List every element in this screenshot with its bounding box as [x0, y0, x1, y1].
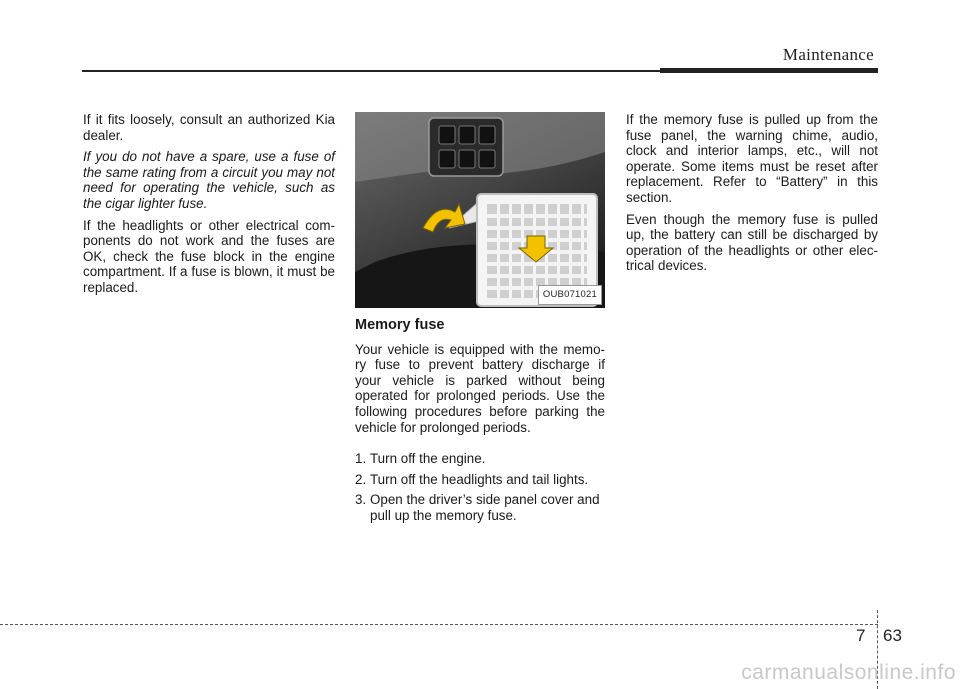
watermark-text: carmanualsonline.info — [741, 661, 956, 684]
column-middle — [355, 112, 605, 529]
section-title-memory-fuse: Memory fuse — [355, 317, 445, 333]
step-text: Turn off the headlights and tail lights. — [370, 471, 589, 487]
procedure-steps-list — [355, 451, 605, 523]
paragraph-engine-fuse-block: If the headlights or other electrical com-ponents do not work and the fuses are OK, check the fuse block in the engine compartment. If a fuse is blown, it must be replaced. — [83, 217, 335, 295]
paragraph-loose-fuse: If it fits loosely, consult an authorized Kia dealer. — [83, 112, 335, 143]
page-number: 63 — [883, 626, 902, 645]
header-rule-thin — [82, 70, 660, 72]
figure-code-label: OUB071021 — [538, 285, 602, 305]
column-left — [83, 112, 335, 302]
footer-dashed-rule — [0, 624, 878, 625]
list-item — [355, 451, 605, 467]
step-number: 3. — [355, 492, 367, 508]
fuse-panel-illustration — [355, 112, 605, 308]
list-item — [355, 472, 605, 488]
step-number: 1. — [355, 451, 367, 467]
list-item — [355, 492, 605, 523]
fuse-panel-figure — [355, 112, 605, 308]
paragraph-memory-fuse-intro: Your vehicle is equipped with the memo-ry fuse to prevent battery discharge if your vehicle is parked without being operated for prolonged periods. Use the following procedures before parking the vehicle for prolonged periods. — [355, 341, 605, 435]
header-rule-thick — [660, 68, 878, 73]
step-text: Open the driver’s side panel cover and pull up the memory fuse. — [370, 492, 600, 523]
column-right — [626, 112, 878, 280]
step-number: 2. — [355, 471, 367, 487]
page-chapter-number: 7 — [856, 626, 866, 645]
step-text: Turn off the engine. — [370, 451, 486, 467]
page-header-title: Maintenance — [782, 45, 874, 64]
paragraph-memory-fuse-effects: If the memory fuse is pulled up from the fuse panel, the warning chime, audio, clock and interior lamps, etc., will not operate. Some items must be reset after replacement. Refer to “Battery” in this section. — [626, 112, 878, 205]
paragraph-battery-discharge-warning: Even though the memory fuse is pulled up, the battery can still be discharged by operation of the headlights or other elec-trical devices. — [626, 211, 878, 274]
paragraph-spare-fuse-note: If you do not have a spare, use a fuse of the same rating from a circuit you may not need for operating the vehicle, such as the cigar lighter fuse. — [83, 149, 335, 211]
